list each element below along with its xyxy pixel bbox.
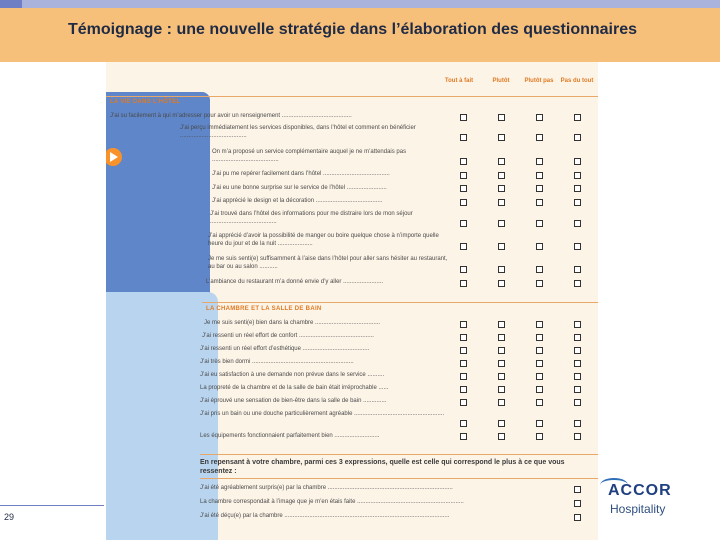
checkbox: [536, 243, 543, 250]
checkbox: [574, 134, 581, 141]
checkbox: [498, 334, 505, 341]
checkbox: [536, 280, 543, 287]
question: J’ai pu me repérer facilement dans l’hôtel ........................................: [212, 171, 390, 177]
checkbox: [536, 373, 543, 380]
page-number-rule: [0, 505, 104, 506]
logo-sub: Hospitality: [610, 502, 666, 516]
checkbox: [574, 386, 581, 393]
checkbox: [574, 500, 581, 507]
checkbox: [498, 185, 505, 192]
checkbox: [498, 243, 505, 250]
checkbox: [536, 220, 543, 227]
section-divider: [202, 302, 598, 303]
checkbox: [574, 360, 581, 367]
question: J’ai eu satisfaction à une demande non prévue dans le service ..........: [200, 372, 385, 378]
top-bar: [0, 0, 720, 8]
checkbox: [574, 220, 581, 227]
checkbox: [460, 266, 467, 273]
question: J’ai perçu immédiatement les services disponibles, dans l’hôtel et comment en bénéficier ........................................: [180, 125, 416, 139]
checkbox: [460, 347, 467, 354]
checkbox: [536, 347, 543, 354]
question: J’ai très bien dormi .............................................................: [200, 359, 354, 365]
checkbox: [460, 114, 467, 121]
checkbox: [574, 334, 581, 341]
checkbox: [498, 321, 505, 328]
checkbox: [574, 266, 581, 273]
checkbox: [460, 185, 467, 192]
checkbox: [536, 334, 543, 341]
question: J’ai apprécié d’avoir la possibilité de manger ou boire quelque chose à n’importe quelle heure du jour et de la nuit .....................: [208, 233, 439, 247]
checkbox: [460, 172, 467, 179]
question: Je me suis senti(e) suffisamment à l’aise dans l’hôtel pour aller sans hésiter au restaurant, au bar ou au salon ...........: [208, 256, 448, 270]
checkbox: [536, 172, 543, 179]
checkbox: [460, 373, 467, 380]
checkbox: [460, 334, 467, 341]
checkbox: [498, 360, 505, 367]
checkbox: [498, 280, 505, 287]
checkbox: [460, 321, 467, 328]
checkbox: [498, 386, 505, 393]
checkbox: [574, 373, 581, 380]
checkbox: [536, 185, 543, 192]
checkbox: [460, 399, 467, 406]
checkbox: [498, 399, 505, 406]
checkbox: [536, 386, 543, 393]
final-option: J’ai été agréablement surpris(e) par la chambre ...........................................................................: [200, 485, 453, 491]
question: J’ai trouvé dans l’hôtel des informations pour me distraire lors de mon séjour ........................................: [210, 211, 413, 225]
checkbox: [498, 373, 505, 380]
question: J’ai ressenti un réel effort d’esthétique ........................................: [200, 346, 370, 352]
accor-logo: [600, 482, 700, 522]
checkbox: [460, 433, 467, 440]
question: J’ai pris un bain ou une douche particulièrement agréable ......................................................: [200, 411, 445, 417]
checkbox: [498, 134, 505, 141]
checkbox: [460, 386, 467, 393]
question: L’ambiance du restaurant m’a donné envie d’y aller ........................: [206, 279, 384, 285]
question: J’ai eu une bonne surprise sur le service de l’hôtel ........................: [212, 185, 387, 191]
checkbox: [536, 266, 543, 273]
checkbox: [498, 420, 505, 427]
checkbox: [536, 321, 543, 328]
checkbox: [498, 220, 505, 227]
question: J’ai su facilement à qui m’adresser pour avoir un renseignement ..........................................: [110, 113, 352, 119]
question: La propreté de la chambre et de la salle de bain était irréprochable ......: [200, 385, 389, 391]
section-chambre: LA CHAMBRE ET LA SALLE DE BAIN: [206, 306, 322, 312]
checkbox: [460, 134, 467, 141]
checkbox: [498, 114, 505, 121]
checkbox: [574, 433, 581, 440]
final-divider: [200, 478, 598, 479]
question: On m’a proposé un service complémentaire auquel je ne m’attendais pas ........................................: [212, 149, 407, 163]
final-question: En repensant à votre chambre, parmi ces 3 expressions, quelle est celle qui correspond le plus à ce que vous ressentez :: [200, 459, 565, 475]
checkbox: [574, 114, 581, 121]
col-tout-a-fait: Tout à fait: [444, 78, 474, 84]
checkbox: [574, 486, 581, 493]
final-option: J’ai été déçu(e) par la chambre ...................................................................................................: [200, 513, 450, 519]
checkbox: [574, 399, 581, 406]
checkbox: [574, 514, 581, 521]
checkbox: [574, 420, 581, 427]
final-option: La chambre correspondait à l’image que je m’en étais faite ................................................................: [200, 499, 464, 505]
checkbox: [498, 172, 505, 179]
checkbox: [536, 420, 543, 427]
section-divider: [200, 454, 598, 455]
question: J’ai ressenti un réel effort de confort .............................................: [202, 333, 374, 339]
col-pas-du-tout: Pas du tout: [560, 78, 594, 84]
checkbox: [574, 347, 581, 354]
checkbox: [536, 114, 543, 121]
checkbox: [498, 266, 505, 273]
logo-brand: ACCOR: [608, 482, 672, 499]
page-number: 29: [4, 512, 15, 522]
col-plutot-pas: Plutôt pas: [524, 78, 554, 84]
checkbox: [498, 158, 505, 165]
checkbox: [574, 185, 581, 192]
section-vie-hotel: LA VIE DANS L’HÔTEL: [110, 99, 181, 105]
checkbox: [460, 199, 467, 206]
checkbox: [536, 134, 543, 141]
checkbox: [460, 420, 467, 427]
checkbox: [574, 321, 581, 328]
checkbox: [574, 243, 581, 250]
question: Je me suis senti(e) bien dans la chambre .......................................: [204, 320, 381, 326]
questionnaire-image: [106, 62, 598, 540]
question: J’ai apprécié le design et la décoration ........................................: [212, 198, 383, 204]
checkbox: [536, 433, 543, 440]
checkbox: [460, 360, 467, 367]
col-plutot: Plutôt: [492, 78, 510, 84]
checkbox: [536, 360, 543, 367]
checkbox: [460, 243, 467, 250]
question: Les équipements fonctionnaient parfaitement bien ...........................: [200, 433, 380, 439]
checkbox: [536, 399, 543, 406]
checkbox: [460, 220, 467, 227]
checkbox: [460, 158, 467, 165]
checkbox: [460, 280, 467, 287]
checkbox: [536, 158, 543, 165]
checkbox: [574, 158, 581, 165]
checkbox: [536, 199, 543, 206]
checkbox: [498, 433, 505, 440]
checkbox: [498, 347, 505, 354]
top-bar-accent: [0, 0, 22, 8]
header-divider: [106, 96, 598, 97]
checkbox: [498, 199, 505, 206]
checkbox: [574, 199, 581, 206]
question: J’ai éprouvé une sensation de bien-être dans la salle de bain ..............: [200, 398, 387, 404]
checkbox: [574, 172, 581, 179]
slide-title: Témoignage : une nouvelle stratégie dans l’élaboration des questionnaires: [68, 21, 638, 38]
checkbox: [574, 280, 581, 287]
